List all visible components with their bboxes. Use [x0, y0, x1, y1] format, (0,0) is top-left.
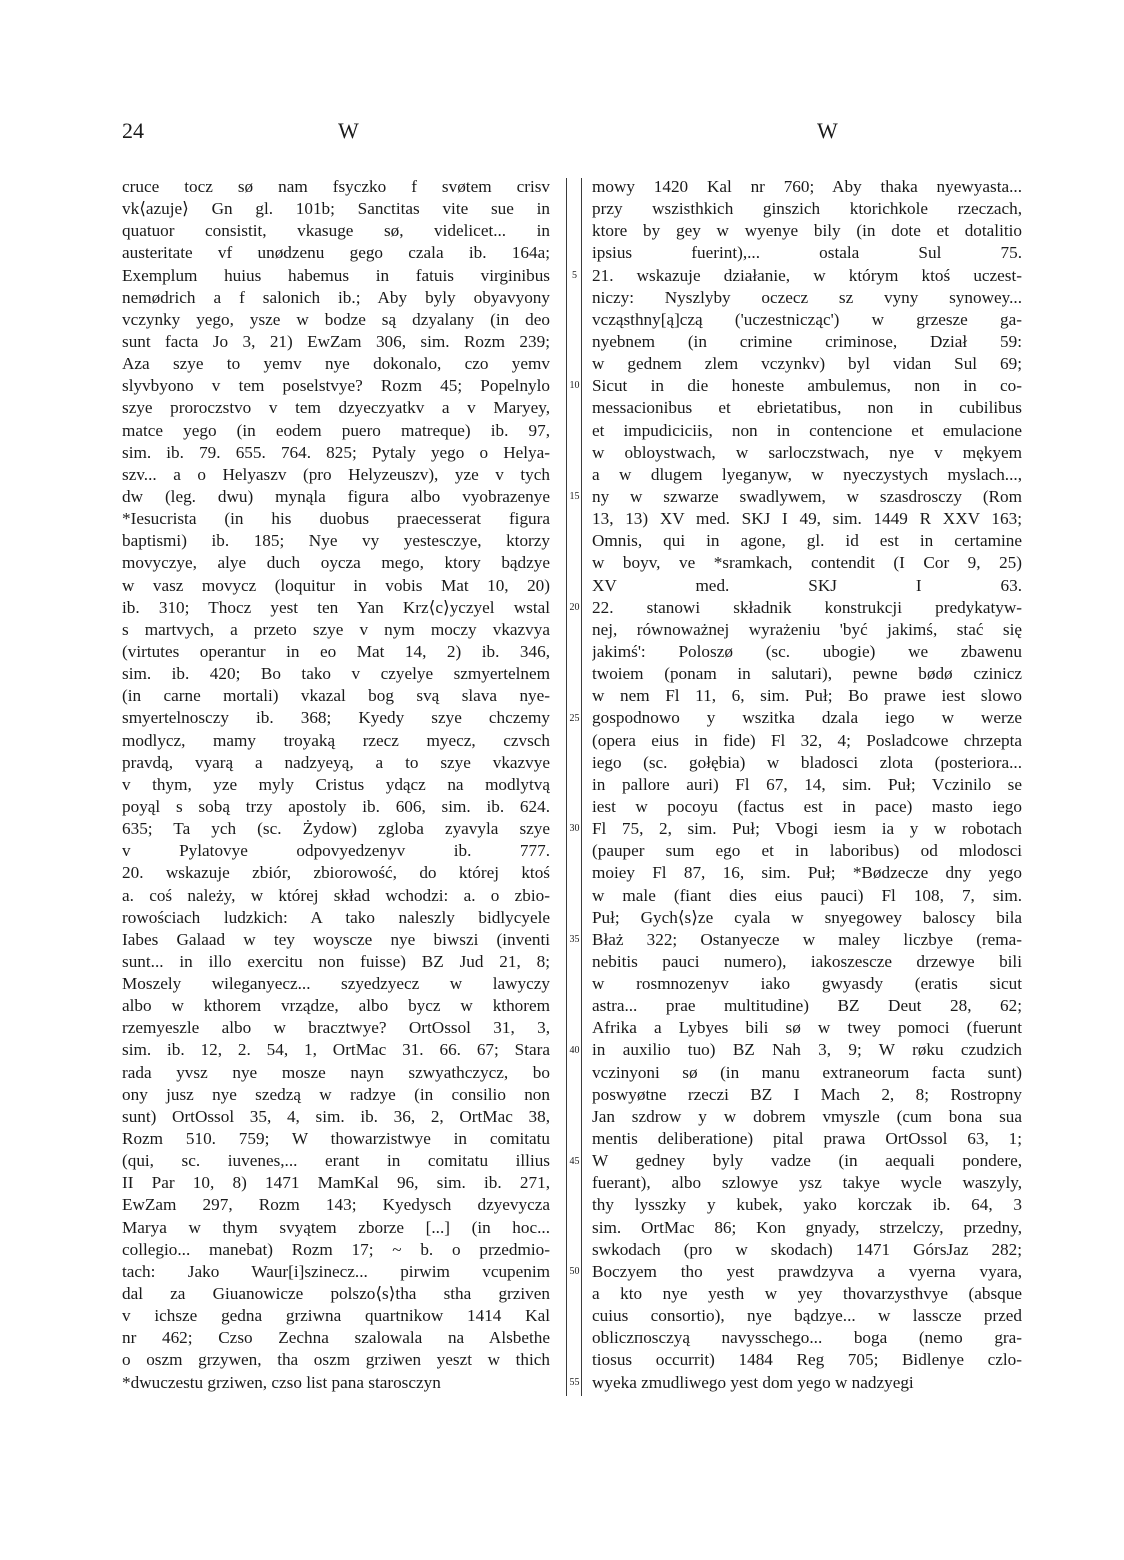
text-line: moiey Fl 87, 16, sim. Puł; *Bødzecze dny yego	[592, 863, 1022, 883]
text-line: matce yego (in eodem puero matreque) ib. 97,	[122, 420, 550, 440]
text-line: Jan szdrow y w dobrem vmyszle (cum bona sua	[592, 1106, 1022, 1126]
text-line: w rosmnozenyv iako gwyasdy (eratis sicut	[592, 974, 1022, 994]
text-line: slyvbyono v tem poselstvye? Rozm 45; Popelnylo	[122, 376, 550, 396]
text-line: Moszely wileganyecz... szyedzyecz w lawyczy	[122, 974, 550, 994]
text-line: Afrika a Lybyes bili sø w twey pomoci (fuerunt	[592, 1018, 1022, 1038]
text-line: gospodnowo y wszitka dzala iego w werze	[592, 708, 1022, 728]
text-line: w vasz movycz (loquitur in vobis Mat 10, 20)	[122, 575, 550, 595]
text-line: mentis deliberatione) pital prawa OrtOssol 63, 1;	[592, 1129, 1022, 1149]
text-line: et impudiciciis, non in contencione et emulacione	[592, 420, 1022, 440]
text-line: v thym, yze myly Cristus ydącz na modlytvą	[122, 774, 550, 794]
text-line: (in carne mortali) vkazal bog svą slava nye-	[122, 686, 550, 706]
text-line: a w dlugem lyeganyw, w nyeczystych myslach...,	[592, 464, 1022, 484]
text-line: Błaż 322; Ostanyecze w maley liczbye (rema-	[592, 929, 1022, 949]
text-line: obliczпosczyą navysschego... boga (nemo gra-	[592, 1328, 1022, 1348]
column-rule-right	[581, 178, 582, 1396]
line-number: 50	[569, 1266, 580, 1278]
text-line: collegio... manebat) Rozm 17; ~ b. o przedmio-	[122, 1239, 550, 1259]
text-line: s martvych, a przeto szye v nym moczy vkazvya	[122, 619, 550, 639]
text-line: (pauper sum ego et in laboribus) od mlodosci	[592, 841, 1022, 861]
text-line: W gedney byly vadze (in aequali pondere,	[592, 1151, 1022, 1171]
text-line: v Pylatovye odpovyedzenyv ib. 777.	[122, 841, 550, 861]
text-line: II Par 10, 8) 1471 MamKal 96, sim. ib. 271,	[122, 1173, 550, 1193]
left-column	[122, 176, 550, 1394]
page-number: 24	[122, 118, 144, 143]
text-line: sim. ib. 12, 2. 54, 1, OrtMac 31. 66. 67; Stara	[122, 1040, 550, 1060]
text-line: vcząsthny[ą]czą ('uczestnicząc') w grzesze ga-	[592, 309, 1022, 329]
text-line: Fl 75, 2, sim. Puł; Vbogi iesm ia y w robotach	[592, 819, 1022, 839]
text-line: tach: Jako Waur[i]szinecz... pirwim vcupenim	[122, 1261, 550, 1281]
text-line: niczy: Nyszlyby oczecz sz vyny synowey...	[592, 287, 1022, 307]
text-line: 20. wskazuje zbiór, zbiorowość, do której ktoś	[122, 863, 550, 883]
text-line: poyąl s sobą trzy apostoly ib. 606, sim. ib. 624.	[122, 796, 550, 816]
text-line: a kto nye yesth w yey thovarzysthvye (absque	[592, 1284, 1022, 1304]
text-line: Boczyem tho yest prawdzyva a vyerna vyara,	[592, 1261, 1022, 1281]
text-line: nebitis pauci numero), iakoszescze drzewye bili	[592, 951, 1022, 971]
text-line: w boyv, ve *sramkach, contendit (I Cor 9, 25)	[592, 553, 1022, 573]
text-line: vk⟨azuje⟩ Gn gl. 101b; Sanctitas vite sue in	[122, 199, 550, 219]
text-line: w male (fiant dies eius pauci) Fl 108, 7, sim.	[592, 885, 1022, 905]
text-line: modlycz, mamy troyaką rzecz myecz, czvsch	[122, 730, 550, 750]
text-line: EwZam 297, Rozm 143; Kyedysch dzyevycza	[122, 1195, 550, 1215]
line-number: 25	[569, 712, 580, 724]
text-line: Rozm 510. 759; W thowarzistwye in comitatu	[122, 1129, 550, 1149]
text-line: Sicut in die honeste ambulemus, non in co-	[592, 376, 1022, 396]
text-line: 21. wskazuje działanie, w którym ktoś uczest-	[592, 265, 1022, 285]
text-line: ib. 310; Thocz yest ten Yan Krz⟨c⟩yczyel wstal	[122, 597, 550, 617]
text-line: wyeka zmudliwego yest dom yego w nadzyegi	[592, 1372, 914, 1392]
text-line: mowy 1420 Kal nr 760; Aby thaka nyewyasta...	[592, 177, 1022, 196]
text-line: vczinyoni sø (in manu extraneorum facta sunt)	[592, 1062, 1022, 1082]
text-line: *Iesucrista (in his duobus praecesserat figura	[122, 509, 550, 529]
line-number: 45	[569, 1155, 580, 1167]
text-line: sim. ib. 420; Bo tako v czyelye szmyertelnem	[122, 664, 550, 684]
line-number: 15	[569, 491, 580, 503]
text-line: pravdą, vyarą a nadzyeyą, a to szye vkazvye	[122, 752, 550, 772]
text-line: a. coś należy, w której skład wchodzi: a. o zbio-	[122, 885, 550, 905]
text-line: fuerant), albo szlowye ysz takye wycle waszyly,	[592, 1173, 1022, 1193]
running-head-left: W	[338, 118, 359, 143]
text-line: albo w kthorem vrządze, albo bycz w kthorem	[122, 996, 550, 1016]
text-line: sim. OrtMac 86; Kon gnyady, strzelczy, przedny,	[592, 1217, 1022, 1237]
right-column	[592, 176, 1022, 1394]
text-line: messacionibus et ebrietatibus, non in cubilibus	[592, 398, 1022, 418]
text-line: sunt... in illo exercitu non fuisse) BZ Jud 21, 8;	[122, 951, 550, 971]
text-line: sunt facta Jo 3, 21) EwZam 306, sim. Rozm 239;	[122, 331, 550, 351]
text-line: 635; Ta ych (sc. Żydow) zgloba zyavyla szye	[122, 819, 550, 839]
text-line: 13, 13) XV med. SKJ I 49, sim. 1449 R XXV 163;	[592, 509, 1022, 529]
text-line: 22. stanowi składnik konstrukcji predykatyw-	[592, 597, 1022, 617]
text-line: (opera eius in fide) Fl 32, 4; Posladcowe chrzepta	[592, 730, 1022, 750]
text-line: Exemplum huius habemus in fatuis virginibus	[122, 265, 550, 285]
text-line: austeritate vf unødzenu gego czala ib. 164a;	[122, 243, 550, 263]
text-line: w obloystwach, w sarloczstwach, nye v mękyem	[592, 442, 1022, 462]
text-line: Aza szye to yemv nye dokonalo, czo yemv	[122, 354, 550, 374]
text-line: *dwuczestu grziwen, czso list pana starosczyn	[122, 1372, 441, 1392]
text-line: w gednem zlem vczynkv) byl vidan Sul 69;	[592, 354, 1022, 374]
text-line: Marya w thym svyątem zborze [...] (in hoc...	[122, 1217, 550, 1237]
text-line: ipsius fuerint),... ostala Sul 75.	[592, 243, 1022, 263]
text-line: astra... prae multitudine) BZ Deut 28, 62;	[592, 996, 1022, 1016]
text-line: iego (sc. gołębia) w bladosci zlota (posteriora...	[592, 752, 1022, 772]
text-line: nej, równoważnej wyrażeniu 'być jakimś, stać się	[592, 619, 1022, 639]
line-number: 20	[569, 601, 580, 613]
text-line: cruce tocz sø nam fsyczko f svøtem crisv	[122, 177, 550, 196]
text-line: Iabes Galaad w tey woysczе nye biwszi (inventi	[122, 929, 550, 949]
text-line: o oszm grzywen, tha oszm grziwen yeszt w thich	[122, 1350, 550, 1370]
text-line: ony jusz nye szedzą w radzye (in consilio non	[122, 1084, 550, 1104]
text-line: baptismi) ib. 185; Nye vy yestesczye, ktorzy	[122, 531, 550, 551]
text-line: in auxilio tuo) BZ Nah 3, 9; W røku czudzich	[592, 1040, 1022, 1060]
text-line: jakimś': Poloszø (sc. ubogie) we zbawenu	[592, 641, 1022, 661]
column-rule-left	[566, 178, 567, 1396]
line-number: 30	[569, 823, 580, 835]
text-line: vczynky yego, ysze w bodze są dzyalany (in deo	[122, 309, 550, 329]
line-number: 5	[572, 269, 577, 281]
text-line: thy lysszky y kubek, yako korczak ib. 64, 3	[592, 1195, 1022, 1215]
text-line: v ichsze gedna grziwna quartnikow 1414 Kal	[122, 1306, 550, 1326]
text-line: XV med. SKJ I 63.	[592, 575, 1022, 595]
line-number: 35	[569, 934, 580, 946]
text-line: sunt) OrtOssol 35, 4, sim. ib. 36, 2, OrtMac 38,	[122, 1106, 550, 1126]
text-line: ny w szwarze swadlywem, w szasdrosczy (Rom	[592, 486, 1022, 506]
text-line: cuius consortio), nye bądzye... w lassczе przed	[592, 1306, 1022, 1326]
text-line: tiosus occurrit) 1484 Reg 705; Bidlenye czlo-	[592, 1350, 1022, 1370]
text-line: poswyøtne rzeczi BZ I Mach 2, 8; Rostropny	[592, 1084, 1022, 1104]
running-head-right: W	[817, 118, 838, 143]
text-line: iest w pocoyu (factus est in pace) masto iego	[592, 796, 1022, 816]
line-number: 40	[569, 1044, 580, 1056]
text-line: w nem Fl 11, 6, sim. Puł; Bo prawe iest slowo	[592, 686, 1022, 706]
text-line: Omnis, qui in agone, gl. id est in certamine	[592, 531, 1022, 551]
line-number: 55	[569, 1377, 580, 1389]
text-line: smyertelnosczy ib. 368; Kyedy szye chczemy	[122, 708, 550, 728]
page-header	[122, 118, 1022, 154]
text-line: rzemyeszle albo w bracztwye? OrtOssol 31, 3,	[122, 1018, 550, 1038]
text-line: nemødrich a f salonich ib.; Aby byly obyavyony	[122, 287, 550, 307]
text-line: quatuor consistit, vkasuge sø, videlicet... in	[122, 221, 550, 241]
text-line: przy wszisthkich ginszich ktorichkole rzeczach,	[592, 199, 1022, 219]
text-line: dw (leg. dwu) mynąla figura albo vyobrazenye	[122, 486, 550, 506]
text-line: rada yvsz nye mosze nayn szwyathczycz, bo	[122, 1062, 550, 1082]
text-line: Puł; Gych⟨s⟩ze cyala w snyegowey baloscy bila	[592, 907, 1022, 927]
text-line: rowościach ludzkich: A tako naleszly bidlycyele	[122, 907, 550, 927]
text-line: swkodach (pro w skodach) 1471 GórsJaz 282;	[592, 1239, 1022, 1259]
text-line: (qui, sc. iuvenes,... erant in comitatu illius	[122, 1151, 550, 1171]
text-line: dal za Giuanowicze polszo⟨s⟩tha stha grziven	[122, 1284, 550, 1304]
text-line: sim. ib. 79. 655. 764. 825; Pytaly yego o Helya-	[122, 442, 550, 462]
text-line: movyczye, alye duch oycza mego, ktory bądzye	[122, 553, 550, 573]
text-line: twoiem (ponam in salutari), pewne bødø czinicz	[592, 664, 1022, 684]
text-line: szv... a o Helyaszv (pro Helyzeuszv), yze v tych	[122, 464, 550, 484]
line-number: 10	[569, 380, 580, 392]
text-line: nr 462; Czso Zechna szalowala na Alsbethe	[122, 1328, 550, 1348]
text-line: in pallore auri) Fl 67, 14, sim. Puł; Vczinilo se	[592, 774, 1022, 794]
text-line: szye proroczstvo v tem dzyeczyatkv a v Maryey,	[122, 398, 550, 418]
text-line: ktore by gey w wyenye bily (in dote et dotalitio	[592, 221, 1022, 241]
text-line: (virtutes operantur in eo Mat 14, 2) ib. 346,	[122, 641, 550, 661]
text-line: nyebnem (in crimine criminose, Dział 59:	[592, 331, 1022, 351]
